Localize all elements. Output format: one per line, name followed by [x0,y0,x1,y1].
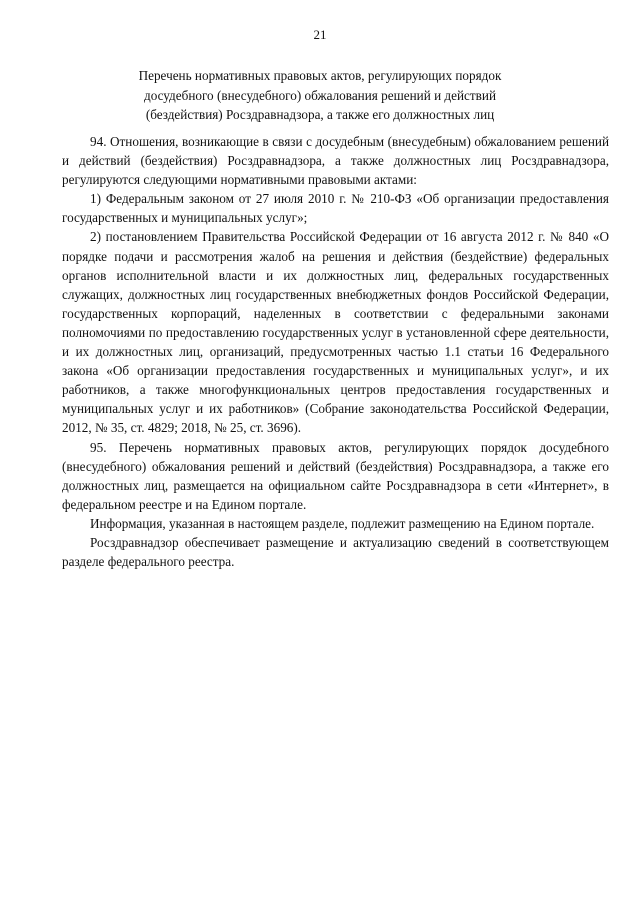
section-title [100,66,540,125]
list-item-1: 1) Федеральным законом от 27 июля 2010 г. № 210-ФЗ «Об организации предоставления государственных и муниципальных услуг»; [62,191,609,226]
list-item-2: 2) постановлением Правительства Российской Федерации от 16 августа 2012 г. № 840 «О порядке подачи и рассмотрения жалоб на решения и действия (бездействие) федеральных органов исполнительной власти и их должностных лиц, федеральных государственных служащих, должностных лиц государственных внебюджетных фондов Российской Федерации, государственных корпораций, наделенных в соответствии с федеральными законами полномочиями по предоставлению государственных услуг в установленной сфере деятельности, и их должностных лиц, организаций, предусмотренных частью 1.1 статьи 16 Федерального закона «Об организации предоставления государственных и муниципальных услуг», и их работников, а также многофункциональных центров предоставления государственных и муниципальных услуг и их работников» (Собрание законодательства Российской Федерации, 2012, № 35, ст. 4829; 2018, № 25, ст. 3696). [62,229,609,436]
section-title-line-3: (бездействия) Росздравнадзора, а также его должностных лиц [145,107,495,122]
paragraph-registry: Росздравнадзор обеспечивает размещение и актуализацию сведений в соответствующем разделе федерального реестра. [62,534,609,570]
paragraph-95: 95. Перечень нормативных правовых актов, регулирующих порядок досудебного (внесудебного) обжалования решений и действий (бездействия) Росздравнадзора, а также его должностных лиц, размещается на официальном сайте Росздравнадзора в сети «Интернет», в федеральном реестре и на Едином портале. [62,439,609,512]
section-title-line-2: досудебного (внесудебного) обжалования решений и действий [143,87,497,103]
page-number: 21 [313,27,327,42]
document-body [62,132,609,571]
section-title-line-1: Перечень нормативных правовых актов, регулирующих порядок [138,68,502,83]
paragraph-info: Информация, указанная в настоящем разделе, подлежит размещению на Едином портале. [90,515,595,531]
paragraph-94: 94. Отношения, возникающие в связи с досудебным (внесудебным) обжалованием решений и действий (бездействия) Росздравнадзора, а также должностных лиц Росздравнадзора, регулируются следующими нормативными правовыми актами: [62,134,609,188]
